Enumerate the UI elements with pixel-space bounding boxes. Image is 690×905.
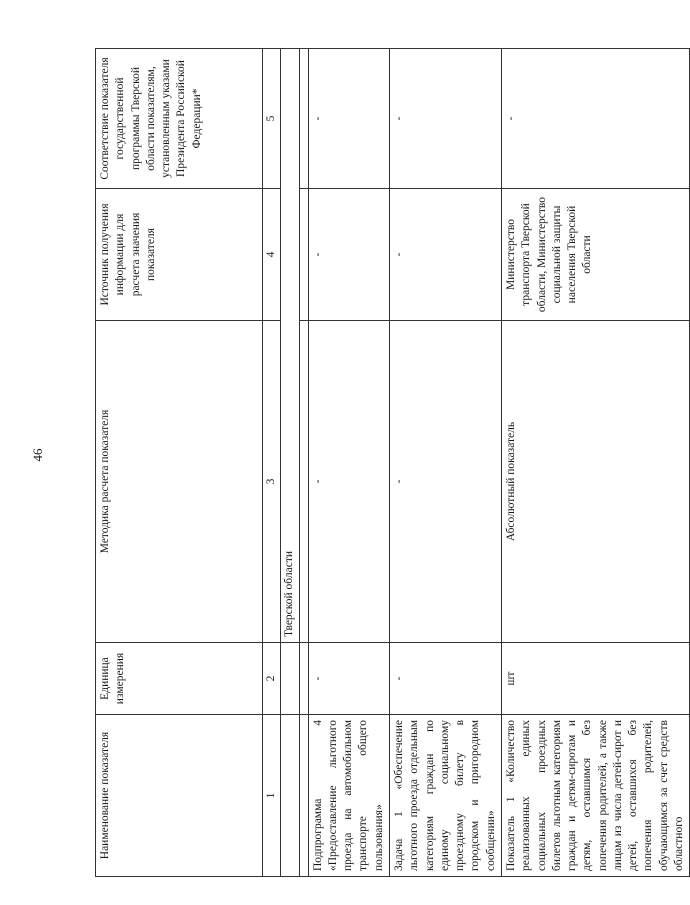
column-number: 4 <box>263 189 281 321</box>
indicator-compliance: - <box>308 49 389 189</box>
indicator-unit: шт <box>501 643 689 715</box>
section-label: Тверской области <box>281 49 299 643</box>
header-compliance: Соответствие показателя государственной программы Тверской области показателям, установленным указами Президента Российской Федерации* <box>96 49 263 189</box>
indicator-method: Абсолютный показатель <box>501 321 689 643</box>
indicator-compliance: - <box>501 49 689 189</box>
indicator-name: Задача 1 «Обеспечение льготного проезда отдельным категориям граждан по единому социальному проездному билету в городском и пригородном сообщении» <box>389 715 501 877</box>
indicators-table <box>95 48 690 877</box>
indicator-unit: - <box>308 643 389 715</box>
table-header-row <box>96 49 263 877</box>
rotated-table-container <box>95 49 686 877</box>
spacer-row <box>299 49 308 877</box>
header-source: Источник получения информации для расчета значения показателя <box>96 189 263 321</box>
column-numbers-row <box>263 49 281 877</box>
indicator-source: - <box>308 189 389 321</box>
table-row <box>308 49 389 877</box>
table-row <box>501 49 689 877</box>
section-blank <box>281 715 299 877</box>
indicator-name: Показатель 1 «Количество реализованных единых социальных проездных билетов льготным категориям граждан и детям-сиротам и детям, оставшимся без попечения родителей, а также лицам из числа детей-сирот и детей, оставшихся без попечения родителей, обучающимся за счет средств областного <box>501 715 689 877</box>
header-method: Методика расчета показателя <box>96 321 263 643</box>
column-number: 1 <box>263 715 281 877</box>
column-number: 2 <box>263 643 281 715</box>
indicator-source: Министерство транспорта Тверской области, Министерство социальной защиты населения Тверской области <box>501 189 689 321</box>
column-number: 3 <box>263 321 281 643</box>
indicator-name: Подпрограмма 4 «Предоставление льготного проезда на автомобильном транспорте общего пользования» <box>308 715 389 877</box>
indicator-method: - <box>389 321 501 643</box>
header-indicator-name: Наименование показателя <box>96 715 263 877</box>
page-number: 46 <box>30 448 45 462</box>
indicator-method: - <box>308 321 389 643</box>
section-blank <box>281 643 299 715</box>
indicator-unit: - <box>389 643 501 715</box>
section-row <box>281 49 299 877</box>
table-row <box>389 49 501 877</box>
header-unit: Единица измерения <box>96 643 263 715</box>
indicator-source: - <box>389 189 501 321</box>
column-number: 5 <box>263 49 281 189</box>
indicator-compliance: - <box>389 49 501 189</box>
